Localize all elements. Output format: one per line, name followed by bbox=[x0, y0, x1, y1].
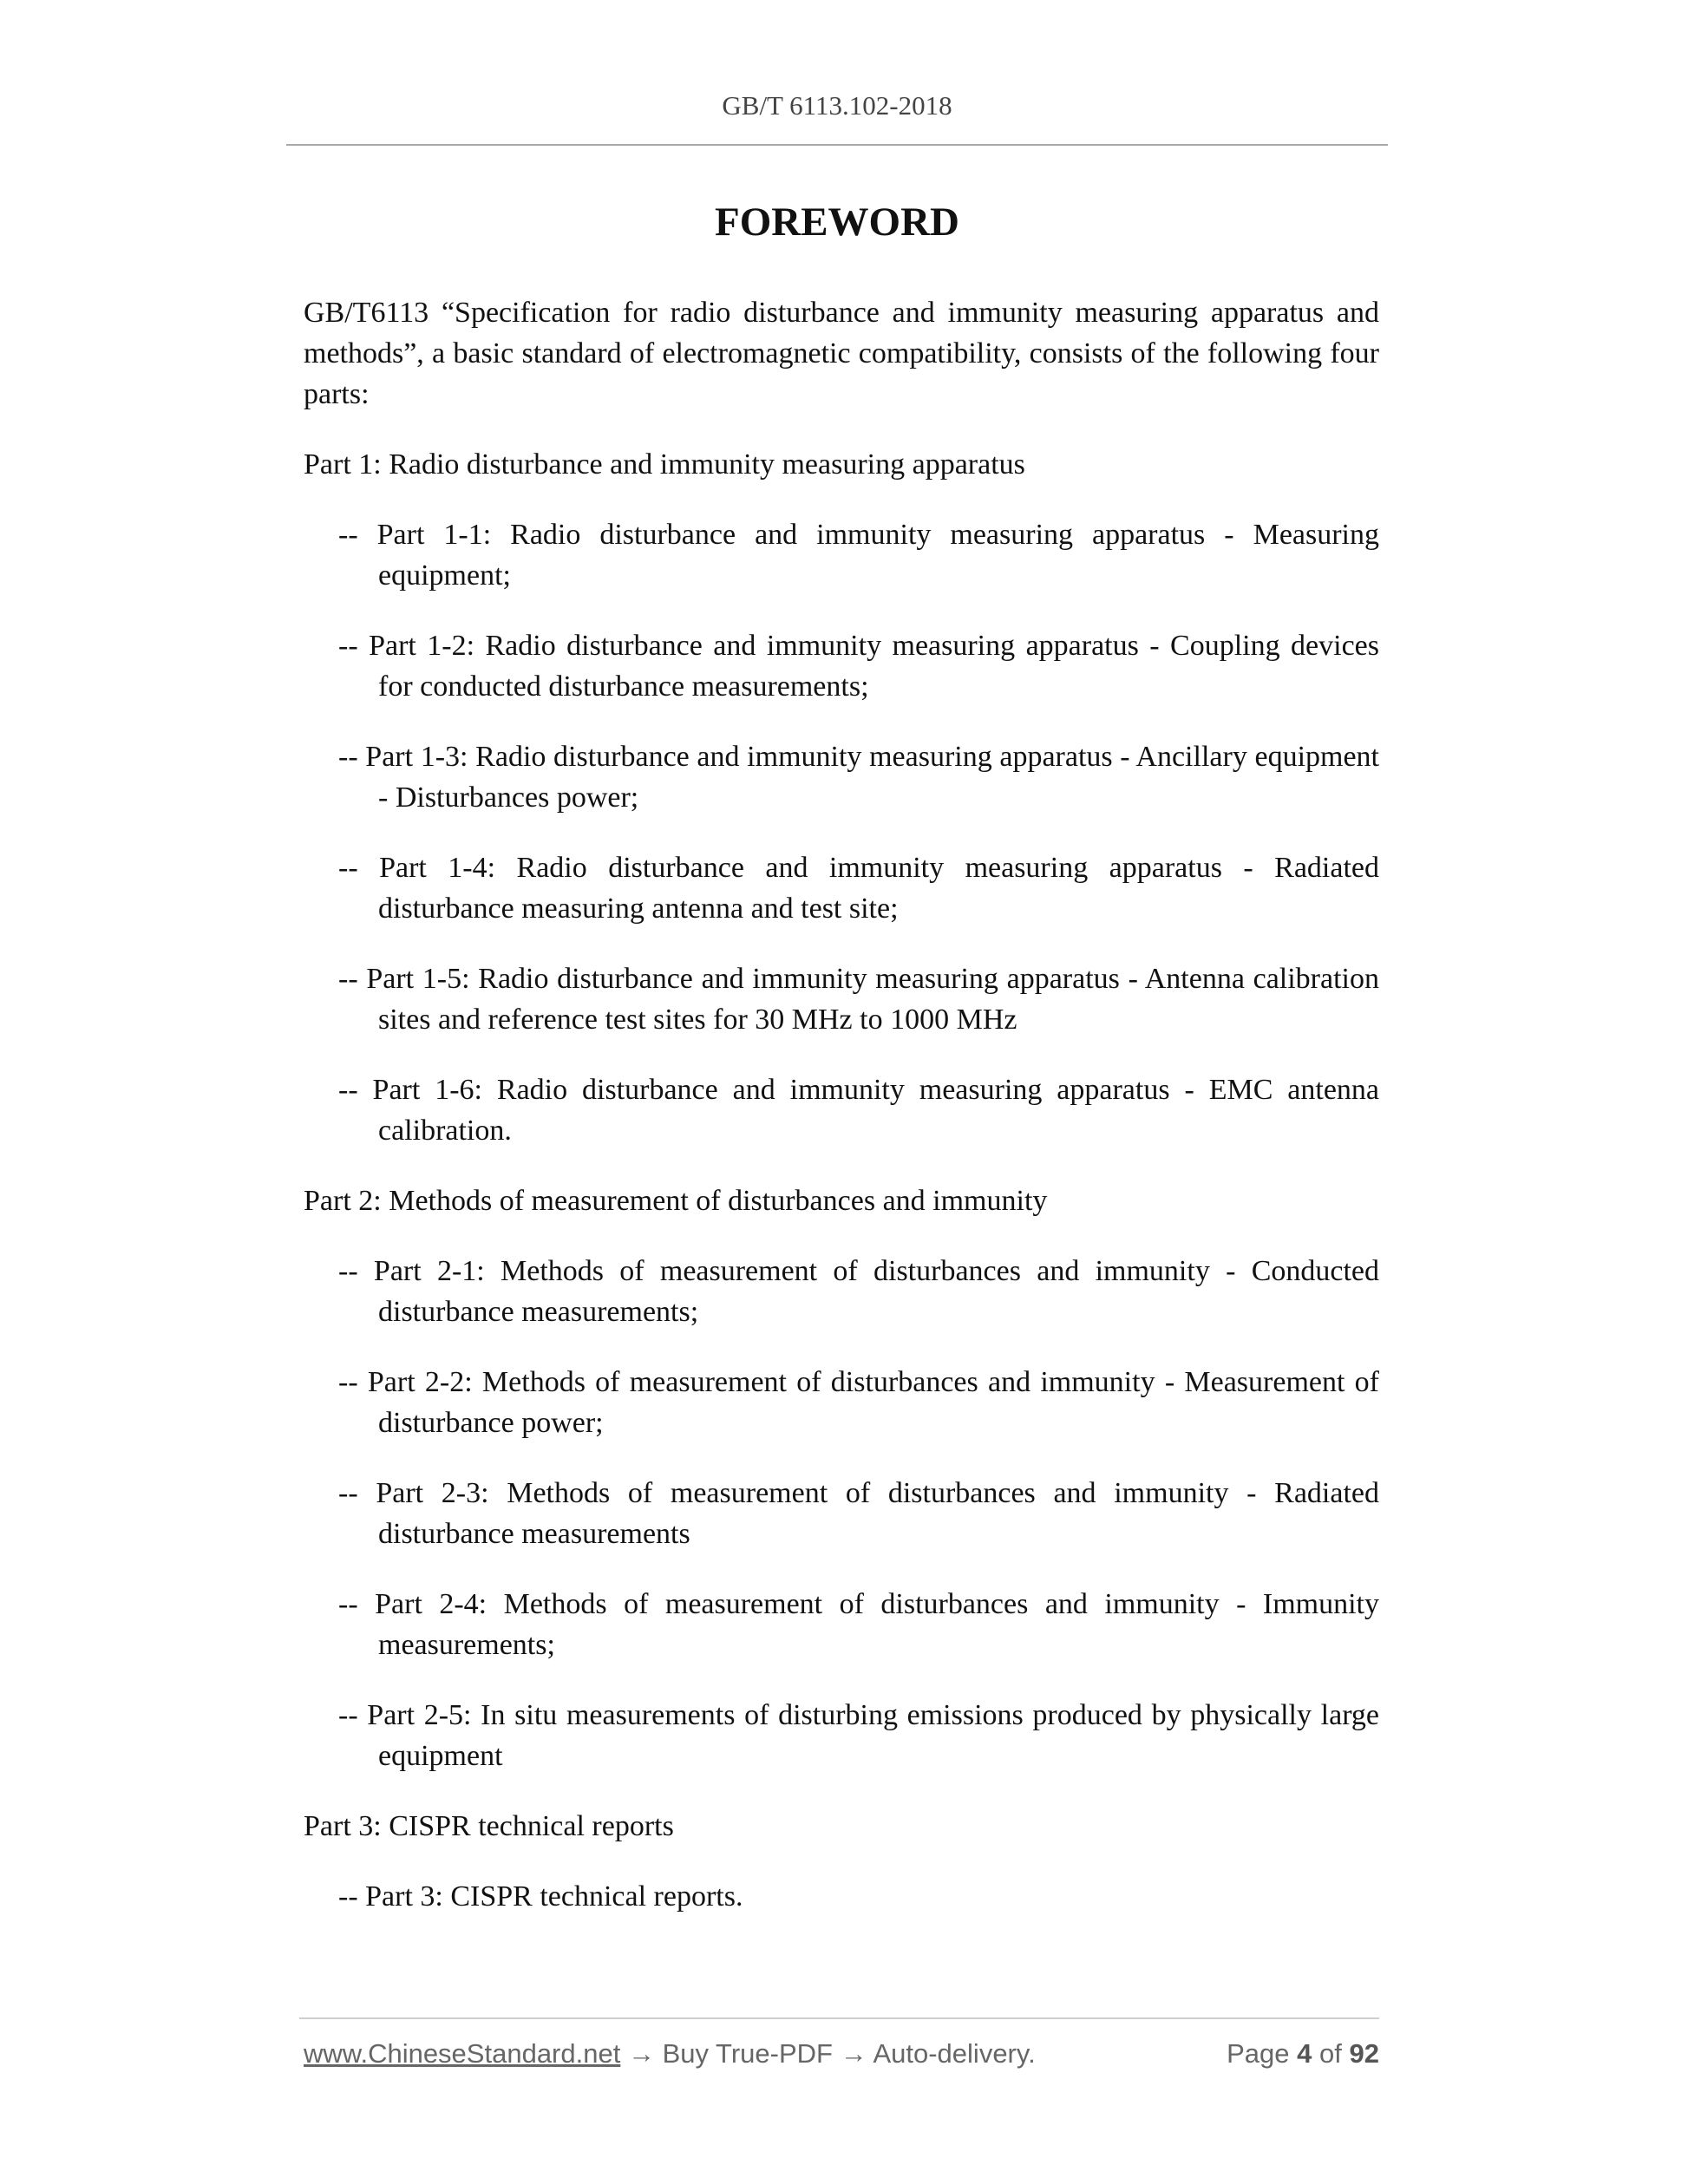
list-item: -- Part 3: CISPR technical reports. bbox=[338, 1880, 743, 1913]
page-current: 4 bbox=[1297, 2038, 1312, 2069]
list-item: -- Part 2-4: Methods of measurement of disturbances and immunity - Immunity measurements; bbox=[338, 1588, 1379, 1661]
list-item: -- Part 1-4: Radio disturbance and immunity measuring apparatus - Radiated disturbance measuring antenna and test site; bbox=[338, 852, 1379, 925]
intro-paragraph: GB/T6113 “Specification for radio disturbance and immunity measuring apparatus and methods”, a basic standard of electromagnetic compatibility, consists of the following four parts: bbox=[304, 297, 1379, 410]
page-of: of bbox=[1319, 2038, 1342, 2069]
chinesestandard-link[interactable]: www.ChineseStandard.net bbox=[304, 2038, 621, 2069]
footer-divider bbox=[299, 2017, 1379, 2019]
document-id-header: GB/T 6113.102-2018 bbox=[722, 90, 952, 121]
part-3-heading: Part 3: CISPR technical reports bbox=[304, 1810, 674, 1842]
page-total: 92 bbox=[1349, 2038, 1379, 2069]
page-word: Page bbox=[1227, 2038, 1290, 2069]
list-item: -- Part 2-5: In situ measurements of disturbing emissions produced by physically large equipment bbox=[338, 1699, 1379, 1772]
foreword-body bbox=[304, 292, 1379, 1946]
header-divider bbox=[286, 144, 1388, 146]
list-item: -- Part 1-1: Radio disturbance and immunity measuring apparatus - Measuring equipment; bbox=[338, 519, 1379, 592]
footer-promo-text: → Buy True-PDF → Auto-delivery. bbox=[627, 2038, 1036, 2069]
page-title: FOREWORD bbox=[715, 199, 959, 245]
list-item: -- Part 1-3: Radio disturbance and immunity measuring apparatus - Ancillary equipment - Disturbances power; bbox=[338, 741, 1379, 814]
list-item: -- Part 1-6: Radio disturbance and immunity measuring apparatus - EMC antenna calibration. bbox=[338, 1074, 1379, 1147]
page-indicator bbox=[1227, 2038, 1379, 2070]
list-item: -- Part 2-3: Methods of measurement of disturbances and immunity - Radiated disturbance measurements bbox=[338, 1477, 1379, 1550]
footer-promo bbox=[304, 2038, 1036, 2070]
list-item: -- Part 2-2: Methods of measurement of disturbances and immunity - Measurement of disturbance power; bbox=[338, 1366, 1379, 1439]
part-2-heading: Part 2: Methods of measurement of disturbances and immunity bbox=[304, 1185, 1048, 1217]
list-item: -- Part 1-5: Radio disturbance and immunity measuring apparatus - Antenna calibration sites and reference test sites for 30 MHz to 1000 MHz bbox=[338, 963, 1379, 1036]
part-1-heading: Part 1: Radio disturbance and immunity measuring apparatus bbox=[304, 448, 1025, 481]
list-item: -- Part 1-2: Radio disturbance and immunity measuring apparatus - Coupling devices for conducted disturbance measurements; bbox=[338, 630, 1379, 703]
list-item: -- Part 2-1: Methods of measurement of disturbances and immunity - Conducted disturbance measurements; bbox=[338, 1255, 1379, 1328]
page-footer bbox=[304, 2038, 1379, 2070]
